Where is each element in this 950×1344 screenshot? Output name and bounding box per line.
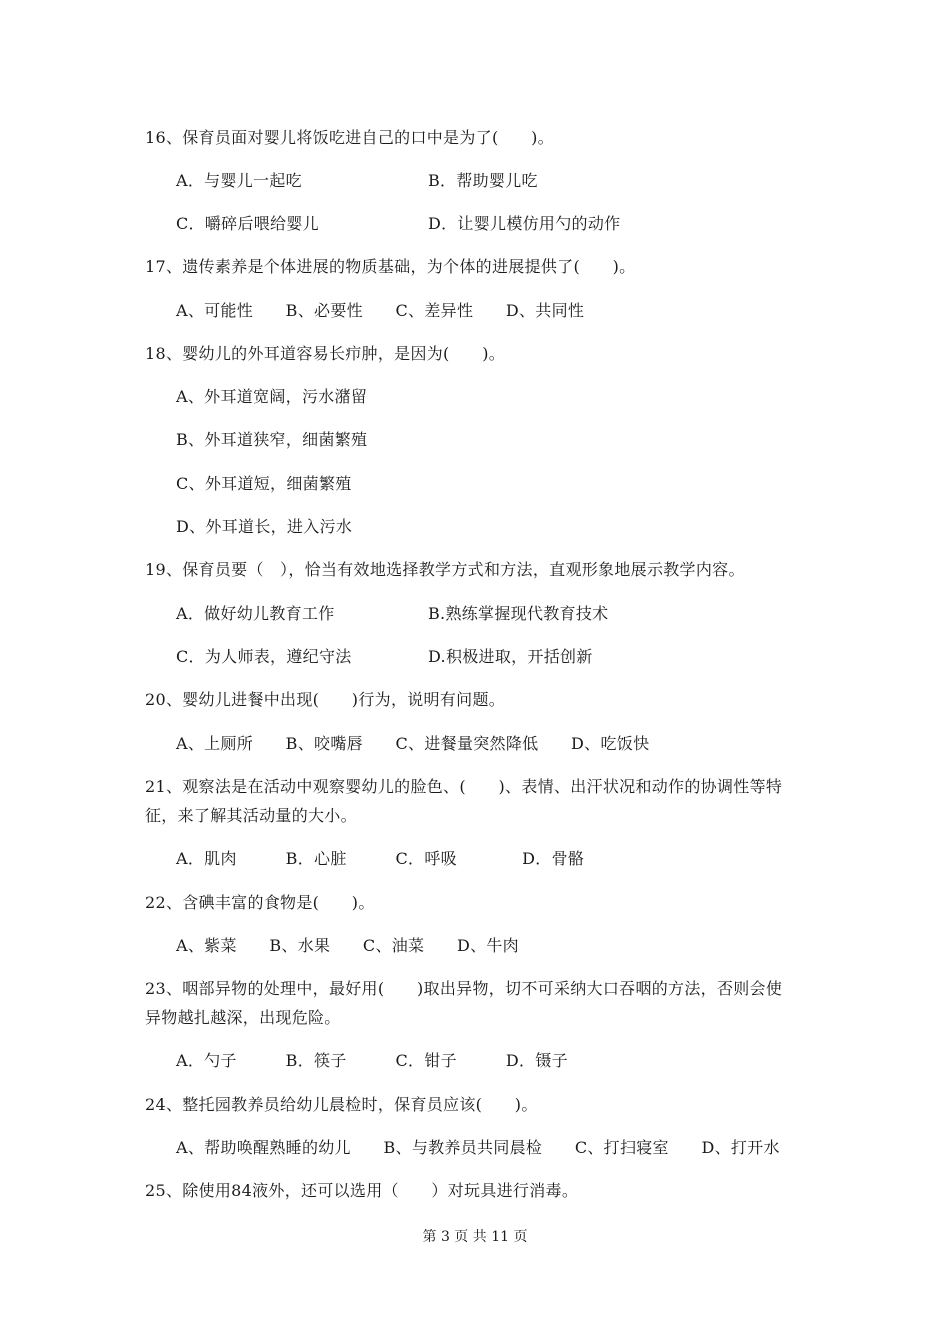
question-16-option-c: C．嚼碎后喂给婴儿 (176, 214, 319, 233)
question-18-option-b: B、外耳道狭窄，细菌繁殖 (176, 430, 368, 449)
question-20-options: A、上厕所 B、咬嘴唇 C、进餐量突然降低 D、吃饭快 (176, 734, 650, 753)
question-22-stem: 22、含碘丰富的食物是( )。 (145, 893, 375, 912)
question-19-option-d: D.积极进取，开括创新 (428, 647, 593, 666)
question-18-stem: 18、婴幼儿的外耳道容易长疖肿，是因为( )。 (145, 344, 506, 363)
question-16-option-b: B．帮助婴儿吃 (428, 171, 538, 190)
question-16-option-a: A．与婴儿一起吃 (176, 171, 302, 190)
question-18-option-a: A、外耳道宽阔，污水潴留 (176, 387, 368, 406)
question-19-option-c: C．为人师表，遵纪守法 (176, 647, 352, 666)
question-21-options: A．肌肉 B．心脏 C．呼吸 D．骨骼 (176, 849, 585, 868)
question-25-stem: 25、除使用84液外，还可以选用（ ）对玩具进行消毒。 (145, 1181, 579, 1200)
question-21-stem-line-1: 21、观察法是在活动中观察婴幼儿的脸色、( )、表情、出汗状况和动作的协调性等特 (145, 777, 783, 796)
question-17-stem: 17、遗传素养是个体进展的物质基础，为个体的进展提供了( )。 (145, 257, 636, 276)
page-footer: 第 3 页 共 11 页 (422, 1229, 528, 1245)
question-18-option-d: D、外耳道长，进入污水 (176, 517, 353, 536)
question-19-option-b: B.熟练掌握现代教育技术 (428, 604, 609, 623)
question-24-stem: 24、整托园教养员给幼儿晨检时，保育员应该( )。 (145, 1095, 538, 1114)
question-23-options: A．勺子 B．筷子 C．钳子 D．镊子 (176, 1051, 568, 1070)
question-16-stem: 16、保育员面对婴儿将饭吃进自己的口中是为了( )。 (145, 128, 554, 147)
question-19-stem: 19、保育员要（ ），恰当有效地选择教学方式和方法，直观形象地展示教学内容。 (145, 560, 745, 579)
question-17-options: A、可能性 B、必要性 C、差异性 D、共同性 (176, 301, 585, 320)
question-21-stem-line-2: 征，来了解其活动量的大小。 (145, 806, 357, 825)
question-22-options: A、紫菜 B、水果 C、油菜 D、牛肉 (176, 936, 519, 955)
question-23-stem-line-2: 异物越扎越深，出现危险。 (145, 1008, 341, 1027)
question-23-stem-line-1: 23、咽部异物的处理中，最好用( )取出异物，切不可采纳大口吞咽的方法，否则会使 (145, 979, 783, 998)
question-24-options: A、帮助唤醒熟睡的幼儿 B、与教养员共同晨检 C、打扫寝室 D、打开水 (176, 1138, 780, 1157)
question-20-stem: 20、婴幼儿进餐中出现( )行为，说明有问题。 (145, 690, 506, 709)
question-18-option-c: C、外耳道短，细菌繁殖 (176, 474, 352, 493)
question-16-option-d: D．让婴儿模仿用勺的动作 (428, 214, 621, 233)
question-19-option-a: A．做好幼儿教育工作 (176, 604, 335, 623)
